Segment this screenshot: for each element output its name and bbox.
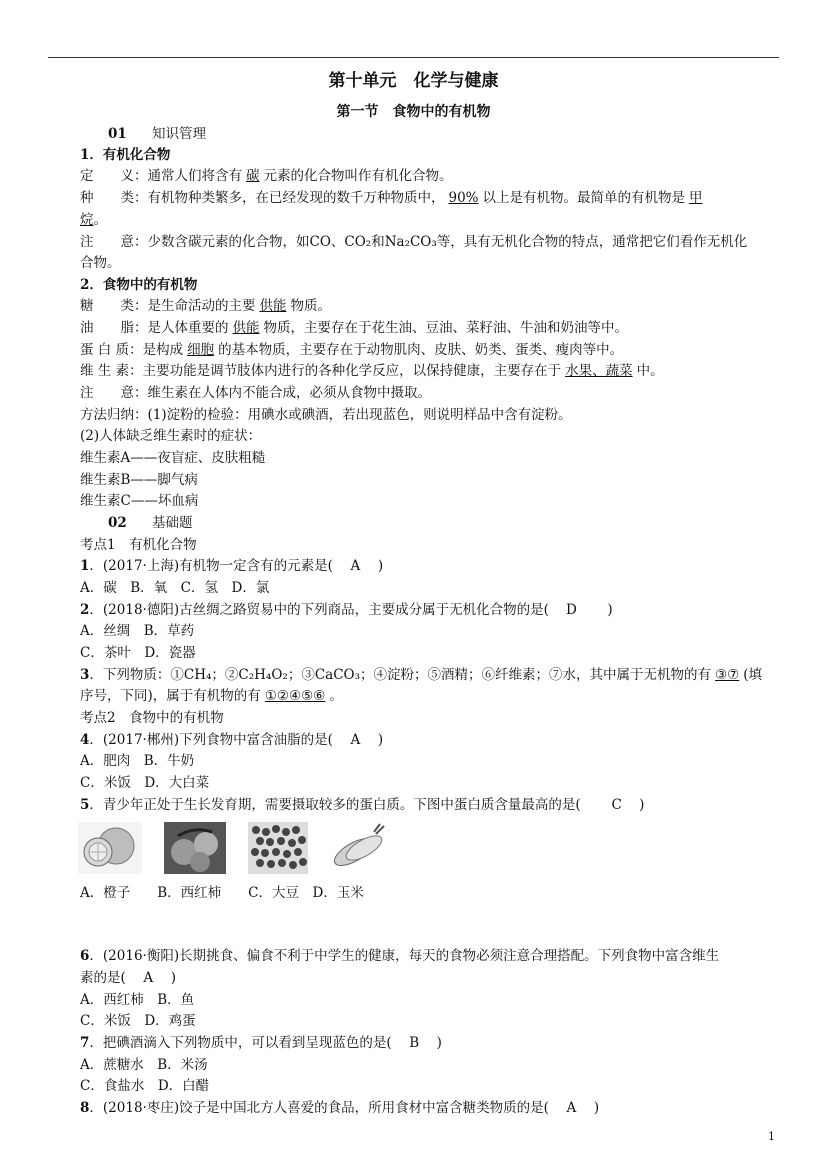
answer-6: A	[143, 970, 154, 986]
question-2-options-1: A．丝绸 B．草药	[80, 623, 195, 639]
fat-line: 油 脂：是人体重要的 供能 物质，主要存在于花生油、豆油、菜籽油、牛油和奶油等中。	[80, 320, 628, 336]
question-2-options-2: C．茶叶 D．瓷器	[80, 645, 196, 661]
note-line: 注 意：少数含碳元素的化合物，如CO、CO₂和Na₂CO₃等，具有无机化合物的特点，通常把它们看作无机化	[80, 234, 748, 250]
vitamin-b-line: 维生素B——脚气病	[80, 472, 198, 488]
answer-5: C	[611, 797, 622, 813]
answer-8: A	[566, 1100, 577, 1116]
corn-image	[328, 822, 386, 874]
question-6-cont: 素的是( A )	[80, 970, 177, 986]
question-5-options: A．橙子 B．西红柿 C．大豆 D．玉米	[80, 885, 364, 901]
kinds-line-cont: 烷。	[80, 212, 107, 228]
section-heading-basic: 02 基础题	[108, 515, 193, 531]
question-4-options-1: A．肥肉 B．牛奶	[80, 753, 195, 769]
kinds-line: 种 类：有机物种类繁多，在已经发现的数千万种物质中， 90% 以上是有机物。最简单的有机物是 甲	[80, 190, 703, 206]
sugar-line: 糖 类：是生命活动的主要 供能 物质。	[80, 298, 331, 314]
vitamin-a-line: 维生素A——夜盲症、皮肤粗糙	[80, 450, 266, 466]
question-7-options-1: A．蔗糖水 B．米汤	[80, 1057, 208, 1073]
question-3-cont: 序号，下同)，属于有机物的有 ①②④⑤⑥ 。	[80, 688, 343, 704]
kaodian-1: 考点1 有机化合物	[80, 537, 197, 553]
soybean-image	[248, 822, 308, 874]
heading-organic-compounds: 1．有机化合物	[80, 147, 171, 163]
answer-2: D	[565, 602, 577, 618]
vitamin-c-line: 维生素C——坏血病	[80, 493, 199, 509]
question-5: 5．青少年正处于生长发育期，需要摄取较多的蛋白质。下图中蛋白质含量最高的是( C )	[80, 797, 645, 813]
page-number: 1	[768, 1130, 775, 1143]
tomato-image	[164, 822, 226, 874]
question-6-options-1: A．西红柿 B．鱼	[80, 992, 195, 1008]
section-title: 第一节 食物中的有机物	[336, 104, 491, 120]
method-line: 方法归纳：(1)淀粉的检验：用碘水或碘酒，若出现蓝色，则说明样品中含有淀粉。	[80, 407, 572, 423]
answer-4: A	[350, 732, 361, 748]
note-line-cont: 合物。	[80, 255, 121, 271]
question-1: 1．(2017·上海)有机物一定含有的元素是( A )	[80, 558, 384, 574]
question-6: 6．(2016·衡阳)长期挑食、偏食不利于中学生的健康，每天的食物必须注意合理搭配。下列食物中富含维生	[80, 948, 720, 964]
header-rule	[48, 57, 779, 58]
heading-food-organics: 2．食物中的有机物	[80, 277, 198, 293]
orange-image	[78, 822, 142, 874]
question-1-options: A．碳 B．氧 C．氢 D．氯	[80, 580, 270, 596]
question-7: 7．把碘酒滴入下列物质中，可以看到呈现蓝色的是( B )	[80, 1035, 442, 1051]
page-title: 第十单元 化学与健康	[328, 71, 499, 91]
question-2: 2．(2018·德阳)古丝绸之路贸易中的下列商品，主要成分属于无机化合物的是( D )	[80, 602, 613, 618]
question-4-options-2: C．米饭 D．大白菜	[80, 775, 210, 791]
kaodian-2: 考点2 食物中的有机物	[80, 710, 224, 726]
section-heading-knowledge: 01 知识管理	[108, 126, 206, 142]
answer-1: A	[350, 558, 361, 574]
question-7-options-2: C．食盐水 D．白醋	[80, 1078, 210, 1094]
question-6-options-2: C．米饭 D．鸡蛋	[80, 1013, 196, 1029]
protein-line: 蛋 白 质：是构成 细胞 的基本物质，主要存在于动物肌肉、皮肤、奶类、蛋类、瘦肉等中。	[80, 342, 624, 358]
vitamin-line: 维 生 素：主要功能是调节肢体内进行的各种化学反应，以保持健康，主要存在于 水果、蔬菜 中。	[80, 363, 664, 379]
question-3: 3．下列物质：①CH₄；②C₂H₄O₂；③CaCO₃；④淀粉；⑤酒精；⑥纤维素；⑦水，其中属于无机物的有 ③⑦ (填	[80, 667, 763, 683]
method-line-2: (2)人体缺乏维生素时的症状：	[80, 428, 262, 444]
definition-line: 定 义：通常人们将含有 碳 元素的化合物叫作有机化合物。	[80, 168, 453, 184]
question-4: 4．(2017·郴州)下列食物中富含油脂的是( A )	[80, 732, 384, 748]
question-8: 8．(2018·枣庄)饺子是中国北方人喜爱的食品，所用食材中富含糖类物质的是( A )	[80, 1100, 600, 1116]
note2-line: 注 意：维生素在人体内不能合成，必须从食物中摄取。	[80, 385, 431, 401]
answer-7: B	[409, 1035, 420, 1051]
